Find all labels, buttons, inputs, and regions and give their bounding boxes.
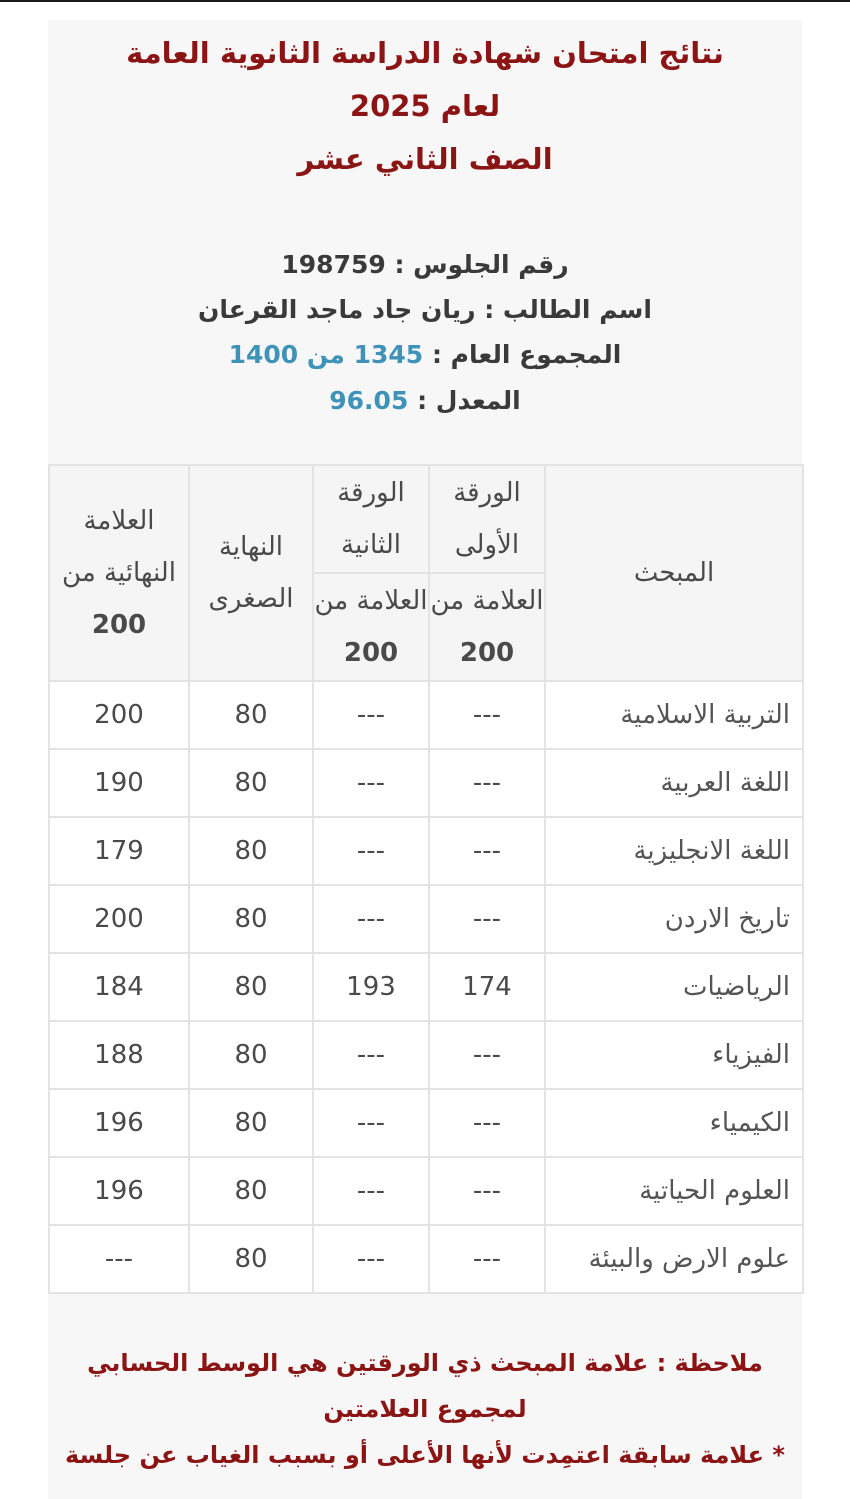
header-final-label: العلامة النهائية من [62, 506, 176, 588]
seat-label: رقم الجلوس : [394, 250, 569, 279]
table-row [49, 1157, 803, 1225]
header-min-pass: النهاية الصغرى [189, 465, 313, 681]
exam-year: لعام 2025 [349, 89, 501, 123]
seat-number: 198759 [281, 250, 386, 279]
table-row [49, 1089, 803, 1157]
final-mark-cell: 196 [49, 1089, 189, 1157]
header-paper1-max: 200 [459, 638, 515, 668]
table-row [49, 1225, 803, 1293]
min-pass-cell: 80 [189, 681, 313, 749]
min-pass-cell: 80 [189, 1157, 313, 1225]
min-pass-cell: 80 [189, 885, 313, 953]
paper1-cell: --- [429, 1089, 545, 1157]
table-row [49, 817, 803, 885]
total-max: 1400 [228, 340, 299, 369]
min-pass-cell: 80 [189, 953, 313, 1021]
total-value: 1345 [353, 340, 424, 369]
student-name: ريان جاد ماجد القرعان [198, 295, 476, 324]
final-mark-cell: 200 [49, 681, 189, 749]
subject-cell: علوم الارض والبيئة [545, 1225, 803, 1293]
header-paper1-label: العلامة من [430, 586, 544, 616]
paper1-cell: --- [429, 1021, 545, 1089]
table-row [49, 681, 803, 749]
paper2-cell: --- [313, 1225, 429, 1293]
paper1-cell: 174 [429, 953, 545, 1021]
final-mark-cell: --- [49, 1225, 189, 1293]
header-paper2-max: 200 [343, 638, 399, 668]
paper1-cell: --- [429, 1225, 545, 1293]
table-row [49, 885, 803, 953]
paper1-cell: --- [429, 885, 545, 953]
paper1-cell: --- [429, 749, 545, 817]
subject-cell: التربية الاسلامية [545, 681, 803, 749]
final-mark-cell: 190 [49, 749, 189, 817]
note-previous-mark: * علامة سابقة اعتمِدت لأنها الأعلى أو بسبب الغياب عن جلسة [65, 1441, 785, 1469]
paper2-cell: --- [313, 681, 429, 749]
header-subject: المبحث [545, 465, 803, 681]
paper2-cell: --- [313, 1157, 429, 1225]
paper2-cell: --- [313, 749, 429, 817]
subject-cell: اللغة العربية [545, 749, 803, 817]
min-pass-cell: 80 [189, 1089, 313, 1157]
final-mark-cell: 196 [49, 1157, 189, 1225]
subject-cell: الكيمياء [545, 1089, 803, 1157]
subject-cell: الفيزياء [545, 1021, 803, 1089]
header-paper1-mark [429, 573, 545, 681]
paper1-cell: --- [429, 681, 545, 749]
paper2-cell: --- [313, 817, 429, 885]
final-mark-cell: 184 [49, 953, 189, 1021]
table-row [49, 749, 803, 817]
paper1-cell: --- [429, 1157, 545, 1225]
total-label: المجموع العام : [431, 340, 622, 369]
paper2-cell: --- [313, 1089, 429, 1157]
average-value: 96.05 [329, 386, 409, 415]
seat-number-line [48, 247, 802, 283]
table-row [49, 1021, 803, 1089]
min-pass-cell: 80 [189, 1225, 313, 1293]
table-row [49, 953, 803, 1021]
subject-cell: الرياضيات [545, 953, 803, 1021]
subject-cell: اللغة الانجليزية [545, 817, 803, 885]
page-title: نتائج امتحان شهادة الدراسة الثانوية العامة [126, 36, 724, 70]
final-mark-cell: 200 [49, 885, 189, 953]
average-label: المعدل : [417, 386, 521, 415]
min-pass-cell: 80 [189, 817, 313, 885]
header-paper2-label: العلامة من [314, 586, 428, 616]
header-final-mark [49, 465, 189, 681]
student-name-label: اسم الطالب : [484, 295, 652, 324]
final-mark-cell: 188 [49, 1021, 189, 1089]
subject-cell: تاريخ الاردن [545, 885, 803, 953]
paper1-cell: --- [429, 817, 545, 885]
min-pass-cell: 80 [189, 749, 313, 817]
top-border [0, 0, 850, 2]
header-paper2: الورقة الثانية [313, 465, 429, 573]
paper2-cell: 193 [313, 953, 429, 1021]
paper2-cell: --- [313, 1021, 429, 1089]
total-of: من [306, 340, 345, 369]
header-paper1: الورقة الأولى [429, 465, 545, 573]
min-pass-cell: 80 [189, 1021, 313, 1089]
student-name-line [48, 292, 802, 328]
header-final-max: 200 [91, 610, 147, 640]
header-paper2-mark [313, 573, 429, 681]
average-line [48, 383, 802, 419]
final-mark-cell: 179 [49, 817, 189, 885]
paper2-cell: --- [313, 885, 429, 953]
note-average: ملاحظة : علامة المبحث ذي الورقتين هي الوسط الحسابي لمجموع العلامتين [87, 1349, 763, 1423]
total-line [48, 337, 802, 373]
subject-cell: العلوم الحياتية [545, 1157, 803, 1225]
results-table [48, 464, 804, 1294]
grade-level: الصف الثاني عشر [297, 142, 553, 176]
